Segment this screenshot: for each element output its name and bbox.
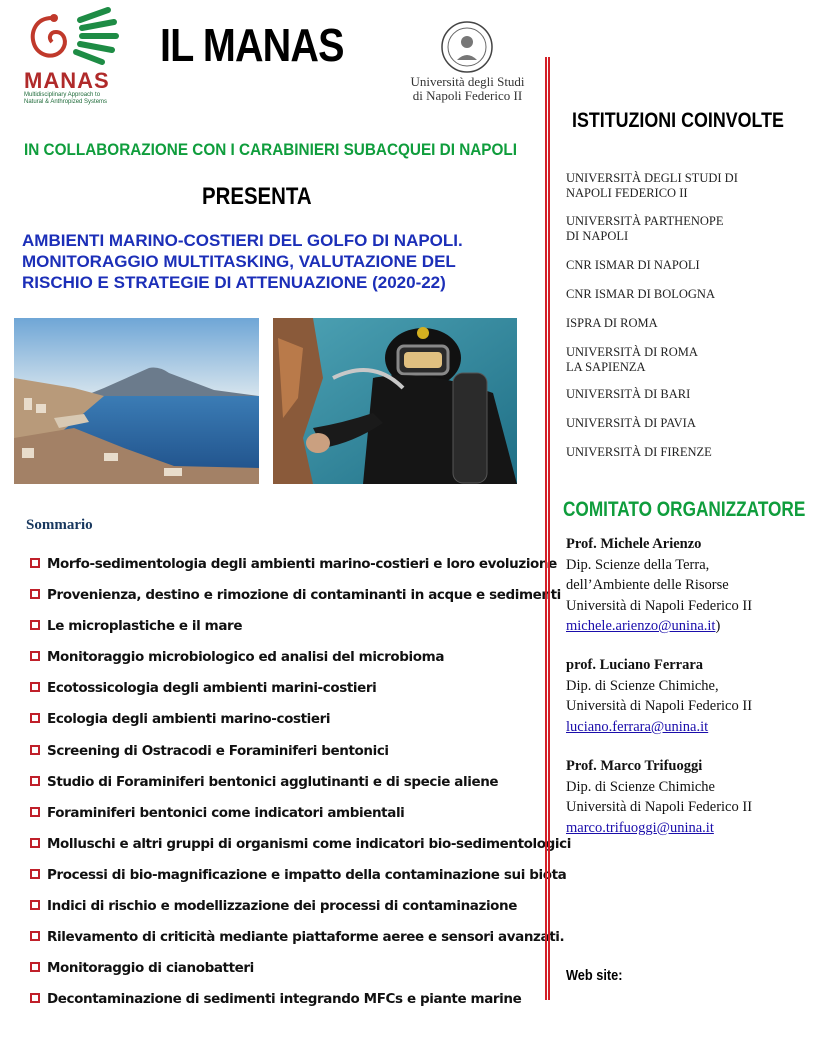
diver-photo [273, 318, 517, 484]
email-suffix: ) [715, 618, 721, 634]
organizer-affiliation: dell’Ambiente delle Risorse [566, 577, 729, 593]
checkbox-bullet-icon [30, 993, 40, 1003]
organizer-affiliation: Università di Napoli Federico II [566, 597, 753, 614]
checkbox-bullet-icon [30, 962, 40, 972]
organizer-affiliation: Università di Napoli Federico II [566, 698, 753, 714]
list-item: Ecotossicologia degli ambienti marini-costieri [30, 680, 571, 711]
list-item: UNIVERSITÀ DI FIRENZE [566, 445, 712, 459]
list-item: Decontaminazione di sedimenti integrando MFCs e piante marine [30, 991, 571, 1022]
organizer-name: Prof. Michele Arienzo [566, 536, 702, 552]
organizer-affiliation: Università di Napoli Federico II [566, 799, 753, 815]
project-title [22, 230, 542, 293]
list-item: Processi di bio-magnificazione e impatto della contaminazione sui biota [30, 867, 571, 898]
list-item: Foraminiferi bentonici come indicatori ambientali [30, 805, 571, 836]
list-item: ISPRA DI ROMA [566, 316, 658, 330]
checkbox-bullet-icon [30, 558, 40, 568]
list-item: UNIVERSITÀ PARTHENOPE DI NAPOLI [566, 214, 724, 243]
organizer-name: Prof. Marco Trifuoggi [566, 758, 703, 774]
manas-shell-icon [22, 6, 132, 68]
list-item: UNIVERSITÀ DI BARI [566, 387, 691, 401]
checkbox-bullet-icon [30, 869, 40, 879]
organizer-name: prof. Luciano Ferrara [566, 657, 704, 673]
istituzioni-heading: ISTITUZIONI COINVOLTE [572, 109, 784, 132]
list-item: Monitoraggio microbiologico ed analisi del microbioma [30, 649, 571, 680]
organizer-card [566, 534, 752, 637]
list-item: Studio di Foraminiferi bentonici agglutinanti e di specie aliene [30, 774, 571, 805]
project-title-line: AMBIENTI MARINO-COSTIERI DEL GOLFO DI NAPOLI. [22, 231, 463, 250]
gulf-of-naples-photo [14, 318, 259, 484]
list-item: Ecologia degli ambienti marino-costieri [30, 711, 571, 742]
manas-logo [22, 6, 132, 106]
list-item: Molluschi e altri gruppi di organismi come indicatori bio-sedimentologici [30, 836, 571, 867]
project-title-line: RISCHIO E STRATEGIE DI ATTENUAZIONE (2020-22) [22, 273, 446, 292]
list-item: Provenienza, destino e rimozione di contaminanti in acque e sedimenti [30, 587, 571, 618]
list-item: Rilevamento di criticità mediante piattaforme aeree e sensori avanzati. [30, 929, 571, 960]
checkbox-bullet-icon [30, 651, 40, 661]
project-title-line: MONITORAGGIO MULTITASKING, VALUTAZIONE DEL [22, 252, 456, 271]
manas-logo-subtitle: Multidisciplinary Approach to Natural & Anthropized Systems [24, 92, 108, 105]
checkbox-bullet-icon [30, 682, 40, 692]
checkbox-bullet-icon [30, 807, 40, 817]
list-item: UNIVERSITÀ DI PAVIA [566, 416, 696, 430]
university-seal-icon [405, 20, 530, 75]
organizer-email-link[interactable]: marco.trifuoggi@unina.it [566, 819, 714, 836]
presenta-heading: PRESENTA [202, 183, 312, 210]
sommario-heading: Sommario [26, 517, 93, 533]
organizer-card [566, 756, 752, 838]
checkbox-bullet-icon [30, 589, 40, 599]
comitato-heading: COMITATO ORGANIZZATORE [563, 498, 806, 521]
list-item: Screening di Ostracodi e Foraminiferi bentonici [30, 743, 571, 774]
organizer-email-link[interactable]: luciano.ferrara@unina.it [566, 718, 709, 735]
checkbox-bullet-icon [30, 745, 40, 755]
collaboration-line: IN COLLABORAZIONE CON I CARABINIERI SUBACQUEI DI NAPOLI [24, 140, 518, 159]
list-item: Le microplastiche e il mare [30, 618, 571, 649]
university-logo-text: Università degli Studi di Napoli Federico II [410, 74, 525, 103]
list-item: Monitoraggio di cianobatteri [30, 960, 571, 991]
university-logo [405, 20, 530, 115]
list-item: UNIVERSITÀ DEGLI STUDI DI NAPOLI FEDERICO II [566, 171, 738, 200]
page-title: IL MANAS [160, 19, 344, 71]
organizer-affiliation: Dip. di Scienze Chimiche, [566, 677, 719, 694]
website-label: Web site: [566, 967, 623, 984]
checkbox-bullet-icon [30, 900, 40, 910]
checkbox-bullet-icon [30, 776, 40, 786]
checkbox-bullet-icon [30, 838, 40, 848]
organizer-card [566, 655, 752, 737]
list-item: UNIVERSITÀ DI ROMA LA SAPIENZA [566, 345, 698, 374]
list-item: Morfo-sedimentologia degli ambienti marino-costieri e loro evoluzione [30, 556, 571, 587]
topics-list [30, 556, 571, 1022]
organizer-affiliation: Dip. di Scienze Chimiche [566, 778, 715, 795]
list-item: Indici di rischio e modellizzazione dei processi di contaminazione [30, 898, 571, 929]
organizer-affiliation: Dip. Scienze della Terra, [566, 556, 710, 573]
checkbox-bullet-icon [30, 713, 40, 723]
list-item: CNR ISMAR DI BOLOGNA [566, 287, 715, 301]
list-item: CNR ISMAR DI NAPOLI [566, 258, 700, 272]
checkbox-bullet-icon [30, 620, 40, 630]
vertical-divider [545, 57, 550, 1000]
checkbox-bullet-icon [30, 931, 40, 941]
organizer-email-link[interactable]: michele.arienzo@unina.it [566, 618, 716, 634]
manas-logo-word: MANAS [24, 68, 110, 93]
